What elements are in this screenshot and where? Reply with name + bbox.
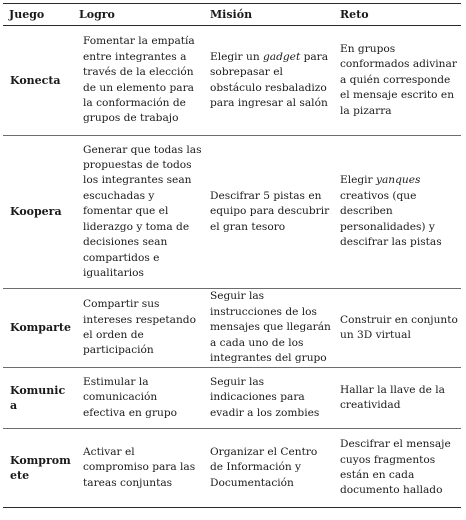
table-row-koopera bbox=[3, 136, 461, 289]
challenge-emphasis: yanques bbox=[376, 174, 421, 187]
challenge-text-end: creativos (que describen personalidades) y descifrar las pistas bbox=[340, 189, 442, 249]
challenge-text: En grupos conformados adivinar a quién corresponde el mensaje escrito en la pizarra bbox=[340, 42, 457, 117]
goal-cell: Fomentar la empatía entre integrantes a través de la elección de un elemento para la conformación de grupos de trabajo bbox=[73, 26, 204, 136]
table-row-komparte bbox=[3, 289, 461, 368]
mission-cell bbox=[204, 26, 334, 136]
mission-text: Organizar el Centro de Información y Documentación bbox=[210, 445, 318, 489]
table-row-kompromete bbox=[3, 429, 461, 508]
header-goal: Logro bbox=[73, 4, 204, 26]
mission-text: Descifrar 5 pistas en equipo para descubrir el gran tesoro bbox=[210, 189, 330, 233]
goal-cell: Compartir sus intereses respetando el orden de participación bbox=[73, 289, 204, 368]
mission-text: Seguir las instrucciones de los mensajes que llegarán a cada uno de los integrantes del grupo bbox=[210, 290, 331, 365]
goal-cell: Activar el compromiso para las tareas conjuntas bbox=[73, 429, 204, 508]
mission-text: Seguir las indicaciones para evadir a los zombies bbox=[210, 375, 320, 419]
game-name bbox=[3, 368, 73, 429]
header-row bbox=[3, 4, 461, 26]
game-name: Konecta bbox=[3, 26, 73, 136]
header-challenge: Reto bbox=[334, 4, 461, 26]
challenge-cell bbox=[334, 26, 461, 136]
challenge-cell bbox=[334, 289, 461, 368]
challenge-text: Descifrar el mensaje cuyos fragmentos están en cada documento hallado bbox=[340, 438, 451, 497]
header-game: Juego bbox=[3, 4, 73, 26]
goal-cell: Estimular la comunicación efectiva en grupo bbox=[73, 368, 204, 429]
game-name: Komparte bbox=[3, 289, 73, 368]
challenge-cell bbox=[334, 136, 461, 289]
game-name bbox=[3, 429, 73, 508]
mission-cell bbox=[204, 289, 334, 368]
game-name-line1: Komunic bbox=[10, 383, 66, 397]
challenge-text: Hallar la llave de la creatividad bbox=[340, 383, 445, 411]
mission-emphasis: gadget bbox=[263, 50, 301, 63]
mission-cell bbox=[204, 136, 334, 289]
game-name-line2: ete bbox=[10, 469, 30, 482]
game-name: Koopera bbox=[3, 136, 73, 289]
game-name-line2: a bbox=[10, 399, 18, 412]
header-mission: Misión bbox=[204, 4, 334, 26]
challenge-text: Construir en conjunto un 3D virtual bbox=[340, 313, 458, 341]
table-row-komunica bbox=[3, 368, 461, 429]
challenge-text: Elegir bbox=[340, 174, 376, 187]
game-name-line1: Komprom bbox=[10, 453, 71, 467]
mission-cell bbox=[204, 429, 334, 508]
mission-text: Elegir un bbox=[210, 50, 264, 63]
table-row-konecta bbox=[3, 26, 461, 136]
challenge-cell bbox=[334, 368, 461, 429]
games-table bbox=[3, 3, 461, 508]
mission-cell bbox=[204, 368, 334, 429]
challenge-cell bbox=[334, 429, 461, 508]
goal-cell: Generar que todas las propuestas de todos los integrantes sean escuchadas y fomentar que el liderazgo y toma de decisiones sean compartidos e igualitarios bbox=[73, 136, 204, 289]
mission-text-end: para sobrepasar el obstáculo resbaladizo para ingresar al salón bbox=[210, 50, 329, 109]
